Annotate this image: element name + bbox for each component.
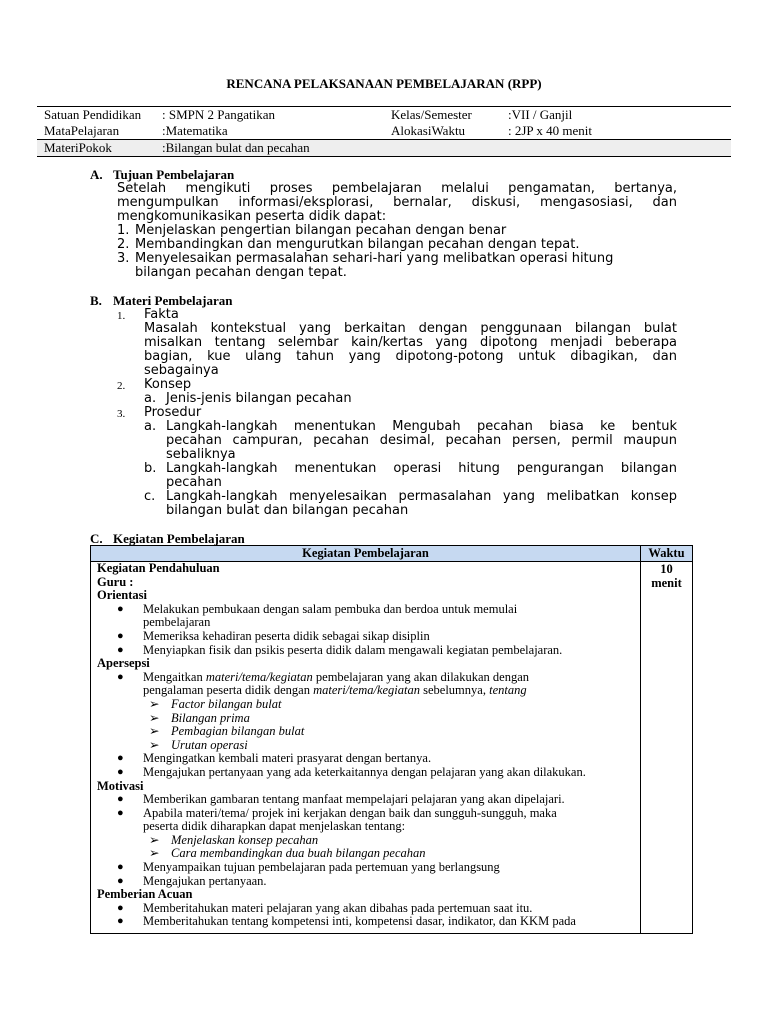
bullet-icon: ●: [117, 670, 124, 683]
fakta-title: Fakta: [144, 307, 179, 322]
tujuan-intro-line3: mengkomunikasikan peserta didik dapat:: [117, 209, 387, 224]
list-item: [97, 603, 637, 617]
tujuan-item-text-cont: bilangan pecahan dengan tepat.: [135, 265, 347, 280]
arrow-bullet-icon: ➢: [149, 710, 160, 725]
prosedur-item-line: bilangan bulat dan bilangan pecahan: [166, 503, 409, 518]
konsep-title: Konsep: [144, 377, 192, 392]
prosedur-item-line: sebaliknya: [166, 447, 236, 462]
bullet-icon: ●: [117, 765, 124, 778]
konsep-item-text: Jenis-jenis bilangan pecahan: [166, 391, 352, 406]
kegiatan-body: [97, 562, 637, 929]
list-item-cont: pembelajaran: [143, 615, 211, 630]
list-item-text: Menyampaikan tujuan pembelajaran pada pertemuan yang berlangsung: [143, 860, 500, 875]
section-a-letter: A.: [90, 167, 103, 182]
list-item: [97, 630, 637, 644]
list-item: [97, 671, 637, 685]
orientasi-heading: Orientasi: [97, 588, 147, 603]
list-item-text: Memberitahukan materi pelajaran yang akan dibahas pada pertemuan saat itu.: [143, 900, 533, 915]
list-item-cont: peserta didik diharapkan dapat menjelaskan tentang:: [143, 819, 406, 834]
bullet-icon: ●: [117, 861, 124, 874]
list-item-italic: materi/tema/kegiatan: [313, 683, 420, 698]
mapel-value: :Matematika: [162, 123, 228, 138]
sub-item-text: Bilangan prima: [171, 710, 250, 725]
section-c-letter: C.: [90, 531, 103, 546]
list-item: [97, 766, 637, 780]
alokasi-label: AlokasiWaktu: [391, 123, 466, 138]
prosedur-item-line: Langkah-langkah menentukan Mengubah pecahan biasa ke bentuk: [166, 419, 677, 434]
satuan-label: Satuan Pendidikan: [44, 107, 142, 122]
kegiatan-table: [90, 545, 693, 934]
list-item-italic: tentang: [489, 683, 527, 698]
konsep-block: [144, 378, 677, 406]
waktu-unit: menit: [651, 576, 682, 590]
bullet-icon: ●: [117, 806, 124, 819]
list-item: [97, 644, 637, 658]
fakta-line1: Masalah kontekstual yang berkaitan dengan penggunaan bilangan bulat: [144, 321, 677, 336]
list-item-text: Mengingatkan kembali materi prasyarat dengan bertanya.: [143, 751, 432, 766]
bullet-icon: ●: [117, 874, 124, 887]
bullet-icon: ●: [117, 915, 124, 928]
list-item: [97, 861, 637, 875]
list-item: [97, 793, 637, 807]
waktu-cell: [641, 562, 692, 590]
kelas-label: Kelas/Semester: [391, 107, 472, 122]
list-item-text: Memberikan gambaran tentang manfaat mempelajari pelajaran yang akan dipelajari.: [143, 792, 565, 807]
bullet-icon: ●: [117, 793, 124, 806]
prosedur-item-letter: b.: [144, 461, 157, 476]
section-a-body: [117, 182, 677, 280]
identity-table: [37, 106, 731, 157]
sub-item-text: Cara membandingkan dua buah bilangan pecahan: [171, 846, 426, 861]
arrow-bullet-icon: ➢: [149, 832, 160, 847]
konsep-item-letter: a.: [144, 391, 157, 406]
list-item-text: Mengajukan pertanyaan.: [143, 873, 267, 888]
list-item-text: Menyiapkan fisik dan psikis peserta didik dalam mengawali kegiatan pembelajaran.: [143, 642, 563, 657]
konsep-num: 2.: [117, 380, 126, 392]
list-item-text: pembelajaran yang akan dilakukan dengan: [312, 669, 529, 684]
prosedur-item-line: pecahan campuran, pecahan desimal, pecahan persen, permil maupun: [166, 433, 677, 448]
list-item-text: sebelumnya,: [420, 683, 490, 698]
list-item: [97, 915, 637, 929]
waktu-value: 10: [660, 562, 673, 576]
list-item-text: Mengajukan pertanyaan yang ada keterkaitannya dengan pelajaran yang akan dilakukan.: [143, 764, 586, 779]
prosedur-num: 3.: [117, 408, 126, 420]
materi-label: MateriPokok: [44, 140, 112, 155]
sub-item: [97, 712, 637, 726]
motivasi-heading: Motivasi: [97, 778, 144, 793]
bullet-icon: ●: [117, 602, 124, 615]
sub-item-text: Urutan operasi: [171, 737, 248, 752]
sub-item: [97, 847, 637, 861]
document-title: RENCANA PELAKSANAAN PEMBELAJARAN (RPP): [226, 76, 542, 91]
arrow-bullet-icon: ➢: [149, 724, 160, 739]
bullet-icon: ●: [117, 629, 124, 642]
prosedur-item-line: Langkah-langkah menentukan operasi hitung pengurangan bilangan: [166, 461, 677, 476]
list-item: [97, 875, 637, 889]
list-item: [97, 752, 637, 766]
prosedur-item: [144, 490, 677, 518]
tujuan-item-num: 2.: [117, 237, 130, 252]
prosedur-item: [144, 420, 677, 462]
section-a-title: Tujuan Pembelajaran: [113, 167, 235, 182]
fakta-line4: sebagainya: [144, 363, 219, 378]
acuan-heading: Pemberian Acuan: [97, 887, 193, 902]
prosedur-item-letter: c.: [144, 489, 156, 504]
list-item-text: pengalaman peserta didik dengan: [143, 683, 314, 698]
kelas-value: :VII / Ganjil: [508, 107, 573, 122]
list-item-text: Memeriksa kehadiran peserta didik sebagai sikap disiplin: [143, 628, 430, 643]
section-c-title: Kegiatan Pembelajaran: [113, 531, 245, 546]
arrow-bullet-icon: ➢: [149, 737, 160, 752]
sub-item: [97, 725, 637, 739]
identity-row-1: [37, 107, 731, 123]
arrow-bullet-icon: ➢: [149, 696, 160, 711]
satuan-value: : SMPN 2 Pangatikan: [162, 107, 276, 122]
fakta-line2: misalkan tentang selembar kain/kertas yang dipotong menjadi beberapa: [144, 335, 677, 350]
kegiatan-table-header: [91, 546, 692, 562]
mapel-label: MataPelajaran: [44, 123, 120, 138]
konsep-item: [144, 392, 677, 406]
tujuan-item-num: 1.: [117, 223, 130, 238]
sub-item-text: Factor bilangan bulat: [171, 696, 282, 711]
prosedur-block: [144, 406, 677, 518]
col-waktu-header: Waktu: [648, 546, 685, 560]
list-item-cont: [97, 684, 637, 698]
identity-row-2: [37, 123, 731, 139]
prosedur-title: Prosedur: [144, 405, 202, 420]
alokasi-value: : 2JP x 40 menit: [508, 123, 593, 138]
tujuan-item: [117, 252, 677, 280]
tujuan-item: [117, 238, 677, 252]
identity-row-3: [37, 139, 731, 156]
arrow-bullet-icon: ➢: [149, 846, 160, 861]
prosedur-item-line: Langkah-langkah menyelesaikan permasalahan yang melibatkan konsep: [166, 489, 677, 504]
tujuan-list: [117, 224, 677, 280]
list-item: [97, 902, 637, 916]
prosedur-item: [144, 462, 677, 490]
sub-item-text: Menjelaskan konsep pecahan: [171, 832, 319, 847]
pendahuluan-heading: Kegiatan Pendahuluan: [97, 561, 220, 575]
section-b-title: Materi Pembelajaran: [113, 293, 233, 308]
sub-item: [97, 698, 637, 712]
fakta-block: [144, 308, 677, 378]
prosedur-item-line: pecahan: [166, 475, 222, 490]
section-b-letter: B.: [90, 293, 102, 308]
sub-item: [97, 834, 637, 848]
tujuan-item: [117, 224, 677, 238]
bullet-icon: ●: [117, 901, 124, 914]
column-divider: [640, 546, 641, 933]
col-kegiatan-header: Kegiatan Pembelajaran: [302, 546, 429, 560]
tujuan-intro-line2: mengumpulkan informasi/eksplorasi, bernalar, diskusi, mengasosiasi, dan: [117, 195, 677, 210]
list-item-text: Melakukan pembukaan dengan salam pembuka dan berdoa untuk memulai: [143, 601, 518, 616]
tujuan-item-text: Menjelaskan pengertian bilangan pecahan dengan benar: [135, 223, 507, 238]
sub-item-text: Pembagian bilangan bulat: [171, 724, 305, 739]
tujuan-item-text: Menyelesaikan permasalahan sehari-hari yang melibatkan operasi hitung: [135, 251, 614, 266]
tujuan-item-num: 3.: [117, 251, 130, 266]
list-item-text: Apabila materi/tema/ projek ini kerjakan dengan baik dan sungguh-sungguh, maka: [143, 805, 557, 820]
materi-value: :Bilangan bulat dan pecahan: [162, 140, 310, 155]
prosedur-item-letter: a.: [144, 419, 157, 434]
bullet-icon: ●: [117, 752, 124, 765]
bullet-icon: ●: [117, 643, 124, 656]
apersepsi-heading: Apersepsi: [97, 656, 150, 671]
tujuan-intro-line1: Setelah mengikuti proses pembelajaran melalui pengamatan, bertanya,: [117, 181, 677, 196]
tujuan-item-text: Membandingkan dan mengurutkan bilangan pecahan dengan tepat.: [135, 237, 580, 252]
list-item-italic: materi/tema/kegiatan: [205, 669, 313, 684]
list-item: [97, 807, 637, 821]
list-item-text: Mengaitkan: [143, 669, 206, 684]
sub-item: [97, 739, 637, 753]
list-item-text: Memberitahukan tentang kompetensi inti, kompetensi dasar, indikator, dan KKM pada: [143, 914, 576, 929]
guru-label: Guru :: [97, 574, 134, 589]
fakta-num: 1.: [117, 310, 126, 322]
fakta-line3: bagian, kue ulang tahun yang dipotong-potong untuk dibagikan, dan: [144, 349, 677, 364]
